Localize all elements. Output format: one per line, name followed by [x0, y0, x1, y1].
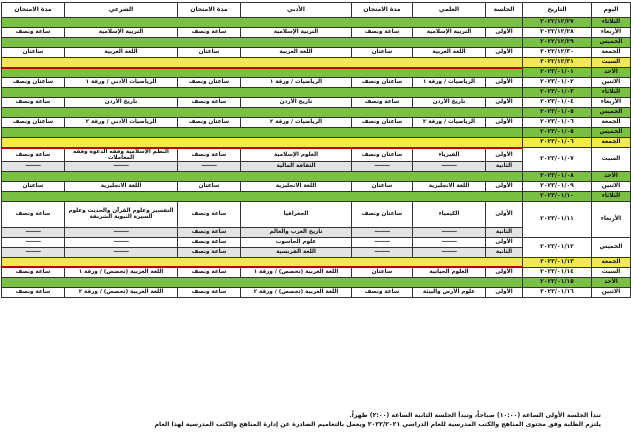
duration-cell: ——— — [352, 247, 413, 257]
subject-cell: ——— — [413, 247, 486, 257]
subject-cell: العلوم الإسلامية — [241, 148, 352, 162]
subject-cell: علوم الحاسوب — [241, 237, 352, 247]
date-cell: ٢٠٢٣/٠١/٠٥ — [523, 128, 592, 138]
session-cell: الأولى — [486, 48, 523, 58]
day-cell: الأربعاء — [592, 201, 631, 237]
duration-cell: ساعة ونصف — [178, 287, 241, 297]
duration-cell: ساعة ونصف — [2, 98, 65, 108]
table-row — [2, 267, 631, 277]
duration-cell: ——— — [352, 161, 413, 171]
date-cell: ٢٠٢٢/١٢/٢٧ — [523, 18, 592, 28]
subject-cell: التربية الإسلامية — [413, 28, 486, 38]
duration-cell: ساعة ونصف — [178, 201, 241, 227]
session-cell: الأولى — [486, 28, 523, 38]
duration-cell: ساعتان ونصف — [2, 78, 65, 88]
subject-cell: ——— — [413, 227, 486, 237]
empty-cell — [2, 128, 523, 138]
subject-cell: الرياضيات / ورقة ١ — [413, 78, 486, 88]
col-literary: الأدبي — [241, 3, 352, 18]
table-row — [2, 171, 631, 181]
subject-cell: الفيزياء — [413, 148, 486, 162]
empty-cell — [2, 138, 523, 148]
date-cell: ٢٠٢٣/٠١/١١ — [523, 201, 592, 237]
day-cell: الجمعة — [592, 118, 631, 128]
day-cell: الخميس — [592, 237, 631, 257]
schedule-footer-notes — [6, 412, 601, 430]
duration-cell: ——— — [2, 161, 65, 171]
duration-cell: ساعتان — [352, 181, 413, 191]
subject-cell: اللغة العربية — [413, 48, 486, 58]
session-cell: الثانية — [486, 227, 523, 237]
duration-cell: ——— — [178, 161, 241, 171]
table-row — [2, 68, 631, 78]
day-cell: الثلاثاء — [592, 88, 631, 98]
empty-cell — [2, 171, 523, 181]
session-cell: الثانية — [486, 161, 523, 171]
subject-cell: اللغة الانجليزية — [65, 181, 178, 191]
duration-cell: ساعتان — [178, 181, 241, 191]
subject-cell: النظم الإسلامية وفقه الدعوة وفقه المعاملات — [65, 148, 178, 162]
empty-cell — [2, 191, 523, 201]
table-row — [2, 48, 631, 58]
subject-cell: الرياضيات الأدبي / ورقة ١ — [65, 78, 178, 88]
table-row — [2, 38, 631, 48]
col-duration-sci: مدة الامتحان — [352, 3, 413, 18]
duration-cell: ساعة ونصف — [2, 28, 65, 38]
date-cell: ٢٠٢٣/٠١/٠٩ — [523, 181, 592, 191]
subject-cell: اللغة العربية (تخصص) / ورقة ١ — [65, 267, 178, 277]
subject-cell: ——— — [413, 237, 486, 247]
exam-schedule-table — [1, 2, 631, 298]
subject-cell: ——— — [65, 237, 178, 247]
subject-cell: الجغرافيا — [241, 201, 352, 227]
duration-cell: ساعتان ونصف — [352, 201, 413, 227]
empty-cell — [2, 88, 523, 98]
subject-cell: اللغة العربية — [241, 48, 352, 58]
date-cell: ٢٠٢٣/٠١/٠٨ — [523, 171, 592, 181]
day-cell: السبت — [592, 58, 631, 68]
session-cell: الأولى — [486, 118, 523, 128]
table-row — [2, 58, 631, 68]
duration-cell: ساعة ونصف — [352, 287, 413, 297]
empty-cell — [2, 18, 523, 28]
footnote-session-times: تبدأ الجلسة الأولى الساعة (١٠:٠٠) صباحاً، وتبدأ الجلسة الثانية الساعة (٢:٠٠) ظهراً. — [349, 412, 601, 419]
day-cell: الخميس — [592, 128, 631, 138]
day-cell: الثلاثاء — [592, 18, 631, 28]
table-row — [2, 237, 631, 247]
col-session: الجلسة — [486, 3, 523, 18]
duration-cell: ساعة ونصف — [178, 98, 241, 108]
duration-cell: ——— — [352, 227, 413, 237]
date-cell: ٢٠٢٣/٠١/٠٣ — [523, 88, 592, 98]
subject-cell: اللغة الفرنسية — [241, 247, 352, 257]
col-day: اليوم — [592, 3, 631, 18]
table-row — [2, 88, 631, 98]
table-row — [2, 98, 631, 108]
subject-cell: الرياضيات / ورقة ٢ — [413, 118, 486, 128]
table-row — [2, 257, 631, 267]
date-cell: ٢٠٢٣/٠١/٠٦ — [523, 118, 592, 128]
date-cell: ٢٠٢٣/٠١/٠٤ — [523, 98, 592, 108]
date-cell: ٢٠٢٢/١٢/٣٠ — [523, 48, 592, 58]
subject-cell: الثقافة المالية — [241, 161, 352, 171]
date-cell: ٢٠٢٢/١٢/٢٨ — [523, 28, 592, 38]
day-cell: الأحد — [592, 68, 631, 78]
header-row — [2, 3, 631, 18]
col-date: التاريخ — [523, 3, 592, 18]
day-cell: السبت — [592, 267, 631, 277]
duration-cell: ساعة ونصف — [178, 237, 241, 247]
subject-cell: اللغة العربية (تخصص) / ورقة ٢ — [241, 287, 352, 297]
duration-cell: ساعتان — [352, 267, 413, 277]
duration-cell: ساعة ونصف — [352, 28, 413, 38]
subject-cell: ——— — [65, 227, 178, 237]
day-cell: الخميس — [592, 38, 631, 48]
duration-cell: ساعة ونصف — [2, 267, 65, 277]
subject-cell: التفسير وعلوم القرآن والحديث وعلوم السيرة النبوية الشريفة — [65, 201, 178, 227]
duration-cell: ——— — [352, 237, 413, 247]
empty-cell — [2, 58, 523, 68]
subject-cell: تاريخ العرب والعالم — [241, 227, 352, 237]
day-cell: الجمعة — [592, 257, 631, 267]
day-cell: الاثنين — [592, 181, 631, 191]
duration-cell: ساعتان — [178, 48, 241, 58]
duration-cell: ساعة ونصف — [178, 227, 241, 237]
footnote-curriculum: يلتزم الطلبة وفق محتوى المناهج والكتب المدرسية للعام الدراسي ٢٠٢٢/٢٠٢١ ويعمل بالتعاميم الصادرة عن إدارة المناهج والكتب المدرسية لهذا العام — [154, 420, 601, 428]
day-cell: الأحد — [592, 171, 631, 181]
subject-cell: اللغة العربية — [65, 48, 178, 58]
date-cell: ٢٠٢٣/٠١/٠١ — [523, 68, 592, 78]
date-cell: ٢٠٢٣/٠١/١٠ — [523, 191, 592, 201]
day-cell: الجمعة — [592, 138, 631, 148]
session-cell: الأولى — [486, 78, 523, 88]
duration-cell: ساعة ونصف — [178, 247, 241, 257]
day-cell: الخميس — [592, 108, 631, 118]
table-row — [2, 191, 631, 201]
duration-cell: ساعتان ونصف — [2, 118, 65, 128]
session-cell: الثانية — [486, 247, 523, 257]
empty-cell — [2, 257, 523, 267]
session-cell: الأولى — [486, 287, 523, 297]
duration-cell: ساعة ونصف — [178, 267, 241, 277]
date-cell: ٢٠٢٣/٠١/٠٧ — [523, 148, 592, 172]
date-cell: ٢٠٢٣/٠١/٠٥ — [523, 108, 592, 118]
session-cell: الأولى — [486, 148, 523, 162]
day-cell: الاثنين — [592, 287, 631, 297]
subject-cell: التربية الإسلامية — [65, 28, 178, 38]
table-row — [2, 148, 631, 162]
col-duration-shr: مدة الامتحان — [2, 3, 65, 18]
duration-cell: ساعة ونصف — [178, 148, 241, 162]
empty-cell — [2, 38, 523, 48]
subject-cell: اللغة العربية (تخصص) / ورقة ٢ — [65, 287, 178, 297]
date-cell: ٢٠٢٣/٠١/٠٢ — [523, 78, 592, 88]
subject-cell: الكيمياء — [413, 201, 486, 227]
duration-cell: ساعة ونصف — [2, 201, 65, 227]
subject-cell: الرياضيات الأدبي / ورقة ٢ — [65, 118, 178, 128]
date-cell: ٢٠٢٢/١٢/٣١ — [523, 58, 592, 68]
subject-cell: اللغة العربية (تخصص) / ورقة ١ — [241, 267, 352, 277]
date-cell: ٢٠٢٣/٠١/١٥ — [523, 277, 592, 287]
date-cell: ٢٠٢٣/٠١/٠٦ — [523, 138, 592, 148]
duration-cell: ——— — [2, 237, 65, 247]
subject-cell: الرياضيات / ورقة ١ — [241, 78, 352, 88]
session-cell: الأولى — [486, 98, 523, 108]
duration-cell: ساعتان — [2, 181, 65, 191]
date-cell: ٢٠٢٣/٠١/١٤ — [523, 267, 592, 277]
table-row — [2, 138, 631, 148]
duration-cell: ساعة ونصف — [2, 287, 65, 297]
duration-cell: ——— — [2, 227, 65, 237]
subject-cell: اللغة الانجليزية — [241, 181, 352, 191]
duration-cell: ساعتان ونصف — [178, 78, 241, 88]
day-cell: الأحد — [592, 277, 631, 287]
day-cell: الجمعة — [592, 48, 631, 58]
duration-cell: ساعتان ونصف — [352, 148, 413, 162]
session-cell: الأولى — [486, 237, 523, 247]
duration-cell: ساعة ونصف — [178, 28, 241, 38]
date-cell: ٢٠٢٣/٠١/١٦ — [523, 287, 592, 297]
day-cell: الاثنين — [592, 78, 631, 88]
subject-cell: اللغة الانجليزية — [413, 181, 486, 191]
col-duration-lit: مدة الامتحان — [178, 3, 241, 18]
subject-cell: تاريخ الأردن — [413, 98, 486, 108]
table-row — [2, 18, 631, 28]
empty-cell — [2, 108, 523, 118]
duration-cell: ساعتان — [352, 48, 413, 58]
duration-cell: ساعتان — [2, 48, 65, 58]
table-row — [2, 118, 631, 128]
col-sharia: الشرعي — [65, 3, 178, 18]
table-row — [2, 28, 631, 38]
subject-cell: تاريخ الأردن — [241, 98, 352, 108]
table-row — [2, 287, 631, 297]
duration-cell: ساعة ونصف — [352, 98, 413, 108]
table-row — [2, 128, 631, 138]
duration-cell: ——— — [2, 247, 65, 257]
table-row — [2, 108, 631, 118]
table-row — [2, 181, 631, 191]
duration-cell: ساعتان ونصف — [178, 118, 241, 128]
session-cell: الأولى — [486, 267, 523, 277]
subject-cell: ——— — [65, 161, 178, 171]
table-row — [2, 78, 631, 88]
subject-cell: التربية الإسلامية — [241, 28, 352, 38]
subject-cell: تاريخ الأردن — [65, 98, 178, 108]
subject-cell: العلوم الحياتية — [413, 267, 486, 277]
subject-cell: ——— — [413, 161, 486, 171]
day-cell: الأربعاء — [592, 98, 631, 108]
day-cell: السبت — [592, 148, 631, 172]
subject-cell: ——— — [65, 247, 178, 257]
duration-cell: ساعتان ونصف — [352, 78, 413, 88]
subject-cell: علوم الأرض والبيئة — [413, 287, 486, 297]
subject-cell: الرياضيات / ورقة ٢ — [241, 118, 352, 128]
day-cell: الثلاثاء — [592, 191, 631, 201]
empty-cell — [2, 277, 523, 287]
duration-cell: ساعتان ونصف — [352, 118, 413, 128]
table-row — [2, 277, 631, 287]
table-row — [2, 201, 631, 227]
empty-cell — [2, 68, 523, 78]
date-cell: ٢٠٢٣/٠١/١٢ — [523, 237, 592, 257]
session-cell: الأولى — [486, 181, 523, 191]
day-cell: الأربعاء — [592, 28, 631, 38]
col-scientific: العلمي — [413, 3, 486, 18]
duration-cell: ساعة ونصف — [2, 148, 65, 162]
date-cell: ٢٠٢٣/٠١/١٣ — [523, 257, 592, 267]
session-cell: الأولى — [486, 201, 523, 227]
date-cell: ٢٠٢٢/١٢/٢٩ — [523, 38, 592, 48]
